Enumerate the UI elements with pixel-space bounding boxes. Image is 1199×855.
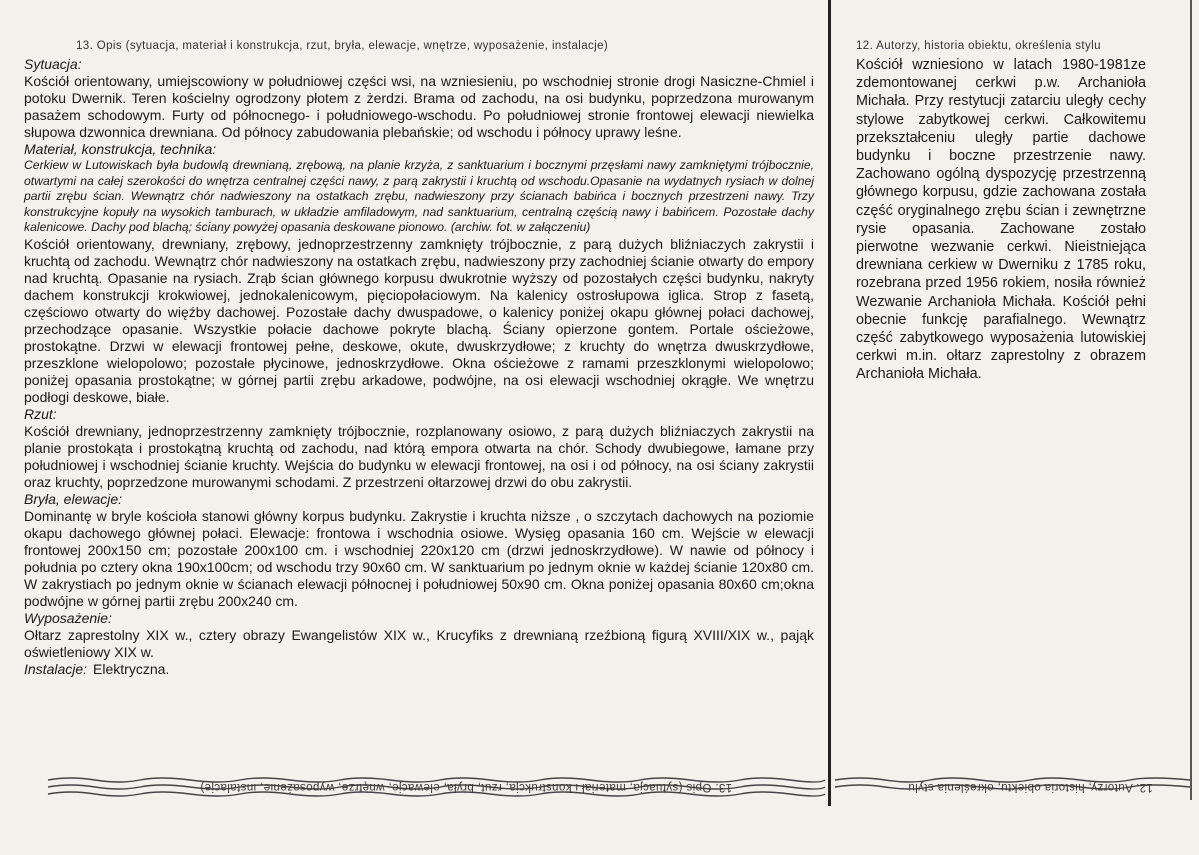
material-title: Materiał, konstrukcja, technika:: [24, 141, 217, 157]
description-heading: 13. Opis (sytuacja, materiał i konstrukcja, rzut, bryła, elewacje, wnętrze, wyposażenie, instalacje): [76, 40, 609, 52]
history-text: Kościół wzniesiono w latach 1980-1981ze zdemontowanej cerkwi p.w. Archanioła Michała. Przy restytucji zatarciu uległy cechy stylowe zabytkowej cerkwi. Całkowitemu przekształceniu uległy partie dachowe budynku i boczne przestrzenie nawy. Zachowano ogólną dyspozycję przestrzenną głównego korpusu, gdzie zachowana została część oryginalnego zrębu ścian i zewnętrzne rysie opasania. Zachowane zostało pierwotne wezwanie cerkwi. Nieistniejąca drewniana cerkiew w Dwerniku z 1785 roku, rozebrana przed 1956 rokiem, nosiła również Wezwanie Archanioła Michała. Kościół pełni obecnie funkcję parafialnego. Wewnątrz część zabytkowego wyposażenia lutowiskiej cerkwi m.in. ołtarz zaprestolny z obrazem Archanioła Michała.: [856, 57, 1146, 383]
history-heading: 12. Autorzy, historia obiektu, określenia stylu: [856, 40, 1101, 52]
mirrored-footer-band: [0, 772, 1199, 806]
wyposazenie-title: Wyposażenie:: [24, 609, 112, 626]
history-column: [856, 40, 1146, 384]
rzut-text: Kościół drewniany, jednoprzestrzenny zamknięty trójbocznie, rozplanowany osiowo, z parą dużych bliźniaczych zakrystii na planie prostokąta i prostokątną kruchtą od zachodu, nad którą empora otwarta na chór. Schody dwubiegowe, łamane przy południowej i wschodniej ścianie kruchty. Wejścia do budynku w elewacji frontowej, na osi i od północy, na osi ściany zakrystii oraz kruchty, poprzedzone murowanymi schodami. Z przestrzeni ołtarzowej drzwi do obu zakrystii.: [24, 422, 814, 490]
description-column: [24, 40, 814, 678]
instalacje-text: Elektryczna.: [93, 660, 170, 677]
material-historic-note: Cerkiew w Lutowiskach była budowlą drewnianą, zrębową, na planie krzyża, z sanktuarium i bocznymi przęsłami nawy zamkniętymi trójbocznie, otwartymi na całej szerokości do wnętrza centralnej części nawy, z parą zakrystii i kruchtą od wschodu.Opasanie na wydatnych rysiach w dolnej partii zrębu ścian. Wewnątrz chór nadwieszony na ostatkach zrębu, nadwieszony przy ścianach babińca i bocznych przestrzeni nawy. Trzy konstrukcyjne kopuły na wysokich tamburach, w układzie amfiladowym, nad sanktuarium, centralną częścią nawy i babińcem. Pozostałe dachy kalenicowe. Dachy pod blachą; ściany powyżej opasania deskowane pionowo. (archiw. fot. w załączeniu): [24, 158, 814, 234]
bryla-title: Bryła, elewacje:: [24, 490, 123, 507]
instalacje-title: Instalacje:: [24, 660, 88, 677]
sytuacja-text: Kościół orientowany, umiejscowiony w południowej części wsi, na wzniesieniu, po wschodniej stronie drogi Nasiczne-Chmiel i potoku Dwernik. Teren kościelny ogrodzony płotem z żerdzi. Brama od zachodu, na osi budynku, poprzedzona murowanym pasażem schodowym. Furty od północnego- i południowego-wschodu. Po południowej stronie frontowej elewacji niewielka słupowa dzwonnica drewniana. Od północy zabudowania plebańskie; od wschodu i północy uprawy leśne.: [24, 73, 814, 140]
mirrored-history-heading: 12. Autorzy, historia obiektu, określenia stylu: [908, 781, 1153, 793]
wyposazenie-text: Ołtarz zaprestolny XIX w., cztery obrazy Ewangelistów XIX w., Krucyfiks z drewnianą rzeźbioną figurą XVIII/XIX w., pająk oświetleniowy XIX w.: [24, 626, 814, 660]
mirrored-description-heading: 13. Opis (sytuacja, materiał i konstrukcja, rzut, bryła, elewacje, wnętrze, wyposażenie, instalacje): [200, 781, 733, 793]
material-text: Kościół orientowany, drewniany, zrębowy, jednoprzestrzenny zamknięty trójbocznie, z parą dużych bliźniaczych zakrystii i kruchtą od zachodu. Wewnątrz chór nadwieszony na ostatkach zrębu, nadwieszony przy zachodniej ścianie otwarty do empory nad kruchtą. Opasanie na rysiach. Zrąb ścian głównego korpusu dwukrotnie wyższy od pozostałych części budynku, nakryty dachem konstrukcji krokwiowej, jednokalenicowym, pięciopołaciowym. Na kalenicy ostrosłupowa iglica. Strop z fasetą, częściowo otwarty do więźby dachowej. Pozostałe dachy dwuspadowe, o kalenicy poniżej okapu głównej połaci dachowej, przechodzące opasanie. Wszystkie połacie dachowe pokryte blachą. Ściany opierzone gontem. Portale ościeżowe, prostokątne. Drzwi w elewacji frontowej pełne, deskowe, okute, dwuskrzydłowe; z kruchty do wnętrza dwuskrzydłowe, przeszklone wielopolowo; pozostałe płycinowe, jednoskrzydłowe. Okna ościeżowe z ramami przeszklonymi wielopolowo; poniżej opasania prostokątne; w górnej partii zrębu arkadowe, podwójne, na osi elewacji wschodniej okrągłe. We wnętrzu podłogi deskowe, białe.: [24, 235, 814, 405]
rzut-title: Rzut:: [24, 405, 57, 422]
sytuacja-title: Sytuacja:: [24, 56, 82, 72]
bryla-text: Dominantę w bryle kościoła stanowi główny korpus budynku. Zakrystie i kruchta niższe , o szczytach dachowych na poziomie okapu dachowego głównej połaci. Elewacje: frontowa i wschodnia osiowe. Wysięg opasania 160 cm. Wejście w elewacji frontowej 200x150 cm; pozostałe 200x100 cm. i wschodniej 220x120 cm (drzwi jednoskrzydłowe). W nawie od północy i południa po cztery okna 190x100cm; od wschodu trzy 90x60 cm. W sanktuarium po jednym oknie w każdej ścianie 120x80 cm. W zakrystiach po jednym oknie w ścianach elewacji północnej i południowej 50x90 cm. Okna poniżej opasania 80x60 cm;okna podwójne w górnej partii zrębu 200x240 cm.: [24, 507, 814, 609]
instalacje-row: [24, 661, 814, 678]
column-divider: [828, 0, 831, 800]
right-border: [1190, 0, 1192, 800]
